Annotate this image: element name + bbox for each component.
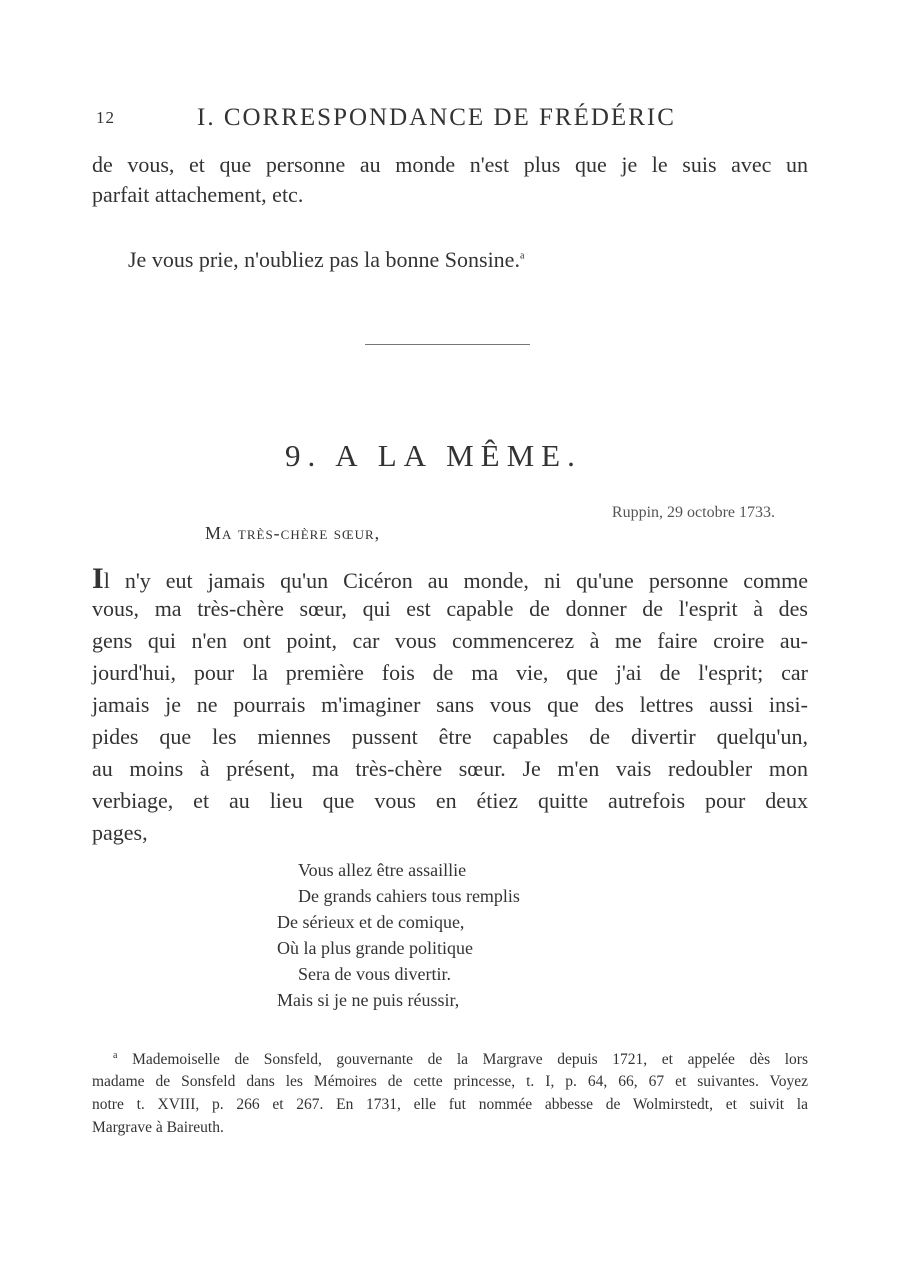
poem-line: Sera de vous divertir.	[298, 964, 451, 984]
poem-line: De sérieux et de comique,	[277, 912, 465, 932]
poem-line: Où la plus grande politique	[277, 938, 473, 958]
text-line: pides que les miennes pussent être capables de divertir quelqu'un,	[92, 724, 808, 749]
postscript-text: Je vous prie, n'oubliez pas la bonne Sonsine.	[128, 247, 520, 272]
text-line-content: l n'y eut jamais qu'un Cicéron au monde, ni qu'une personne comme	[103, 568, 808, 593]
salutation: Ma très-chère sœur,	[205, 523, 381, 543]
footnote-marker: a	[113, 1050, 118, 1061]
letter-date: Ruppin, 29 octobre 1733.	[611, 504, 775, 521]
poem-line: De grands cahiers tous remplis	[298, 886, 520, 906]
footnote-line: notre t. XVIII, p. 266 et 267. En 1731, elle fut nommée abbesse de Wolmirstedt, et suivit la	[92, 1096, 808, 1113]
drop-cap: I	[92, 562, 104, 595]
page-number: 12	[96, 108, 115, 127]
footnote-text: Mademoiselle de Sonsfeld, gouvernante de la Margrave depuis 1721, et appelée dès lors	[132, 1051, 809, 1069]
footnote-line: madame de Sonsfeld dans les Mémoires de cette princesse, t. I, p. 64, 66, 67 et suivantes. Voyez	[92, 1073, 808, 1090]
text-line: pages,	[92, 820, 148, 845]
text-line: jamais je ne pourrais m'imaginer sans vous que des lettres aussi insi-	[92, 692, 808, 717]
footnote-marker[interactable]: a	[519, 250, 525, 262]
text-line: parfait attachement, etc.	[92, 182, 304, 207]
text-line: de vous, et que personne au monde n'est plus que je le suis avec un	[92, 152, 808, 177]
text-line: au moins à présent, ma très-chère sœur. Je m'en vais redoubler mon	[92, 756, 808, 781]
text-line: vous, ma très-chère sœur, qui est capable de donner de l'esprit à des	[92, 596, 808, 621]
section-divider	[365, 344, 530, 345]
poem-line: Mais si je ne puis réussir,	[277, 990, 460, 1010]
footnote-line: Margrave à Baireuth.	[92, 1119, 224, 1136]
footnote-line	[113, 1050, 808, 1069]
running-title: I. CORRESPONDANCE DE FRÉDÉRIC	[197, 104, 676, 131]
text-line: gens qui n'en ont point, car vous commencerez à me faire croire au-	[92, 628, 808, 653]
text-line: jourd'hui, pour la première fois de ma vie, que j'ai de l'esprit; car	[92, 660, 808, 685]
text-line	[92, 562, 808, 596]
poem-line: Vous allez être assaillie	[298, 860, 467, 880]
letter-title: 9. A LA MÊME.	[285, 438, 582, 473]
postscript	[128, 247, 524, 273]
text-line: verbiage, et au lieu que vous en étiez quitte autrefois pour deux	[92, 788, 808, 813]
